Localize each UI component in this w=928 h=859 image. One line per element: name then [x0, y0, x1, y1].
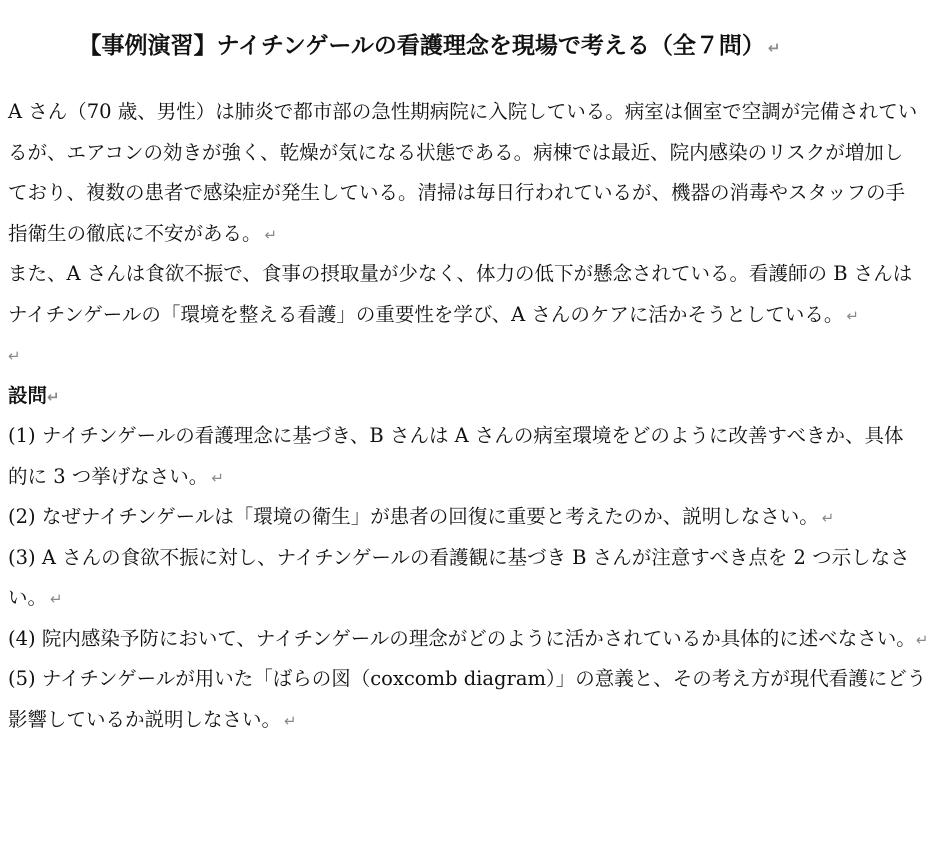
question-line: (1) ナイチンゲールの看護理念に基づき、B さんは A さんの病室環境をどのように改善すべきか、具体	[8, 424, 904, 447]
questions-heading: 設問↵	[8, 383, 60, 407]
question-line: (5) ナイチンゲールが用いた「ばらの図（coxcomb diagram）」の意義と、その考え方が現代看護にどう	[8, 667, 927, 690]
paragraph-mark-icon: ↵	[264, 225, 278, 244]
paragraph-mark-icon: ↵	[211, 468, 224, 487]
document-body	[8, 92, 928, 740]
empty-line	[8, 335, 848, 376]
paragraph-mark-icon: ↵	[767, 39, 781, 57]
document-title	[0, 26, 859, 68]
paragraph-mark-icon: ↵	[8, 347, 21, 365]
question-line: 影響しているか説明しなさい。 ↵	[8, 707, 297, 731]
question-line: 的に 3 つ挙げなさい。 ↵	[8, 464, 224, 488]
case-text-line: るが、エアコンの効きが強く、乾燥が気になる状態である。病棟では最近、院内感染のリスクが増加し	[8, 140, 904, 164]
document-title-text: 【事例演習】ナイチンゲールの看護理念を現場で考える（全７問）	[78, 32, 765, 59]
case-text-line: ナイチンゲールの「環境を整える看護」の重要性を学び、A さんのケアに活かそうとしている。 ↵	[8, 302, 859, 326]
case-text-line: また、A さんは食欲不振で、食事の摂取量が少なく、体力の低下が懸念されている。看護師の B さんは	[8, 262, 913, 285]
question-line: (2) なぜナイチンゲールは「環境の衛生」が患者の回復に重要と考えたのか、説明しなさい。 ↵	[8, 505, 835, 528]
case-text-line: A さん（70 歳、男性）は肺炎で都市部の急性期病院に入院している。病室は個室で空調が完備されてい	[8, 100, 918, 123]
case-text-line: 指衛生の徹底に不安がある。 ↵	[8, 221, 278, 245]
paragraph-mark-icon: ↵	[50, 590, 63, 608]
paragraph-mark-icon: ↵	[47, 387, 60, 406]
paragraph-mark-icon: ↵	[821, 509, 835, 527]
paragraph-mark-icon: ↵	[915, 630, 928, 649]
question-line: い。 ↵	[8, 586, 63, 609]
paragraph-mark-icon: ↵	[846, 306, 859, 325]
question-line: (4) 院内感染予防において、ナイチンゲールの理念がどのように活かされているか具体的に述べなさい。↵	[8, 626, 928, 650]
case-text-line: ており、複数の患者で感染症が発生している。清掃は毎日行われているが、機器の消毒やスタッフの手	[8, 181, 906, 204]
paragraph-mark-icon: ↵	[284, 711, 297, 730]
question-line: (3) A さんの食欲不振に対し、ナイチンゲールの看護観に基づき B さんが注意すべき点を 2 つ示しなさ	[8, 545, 910, 569]
